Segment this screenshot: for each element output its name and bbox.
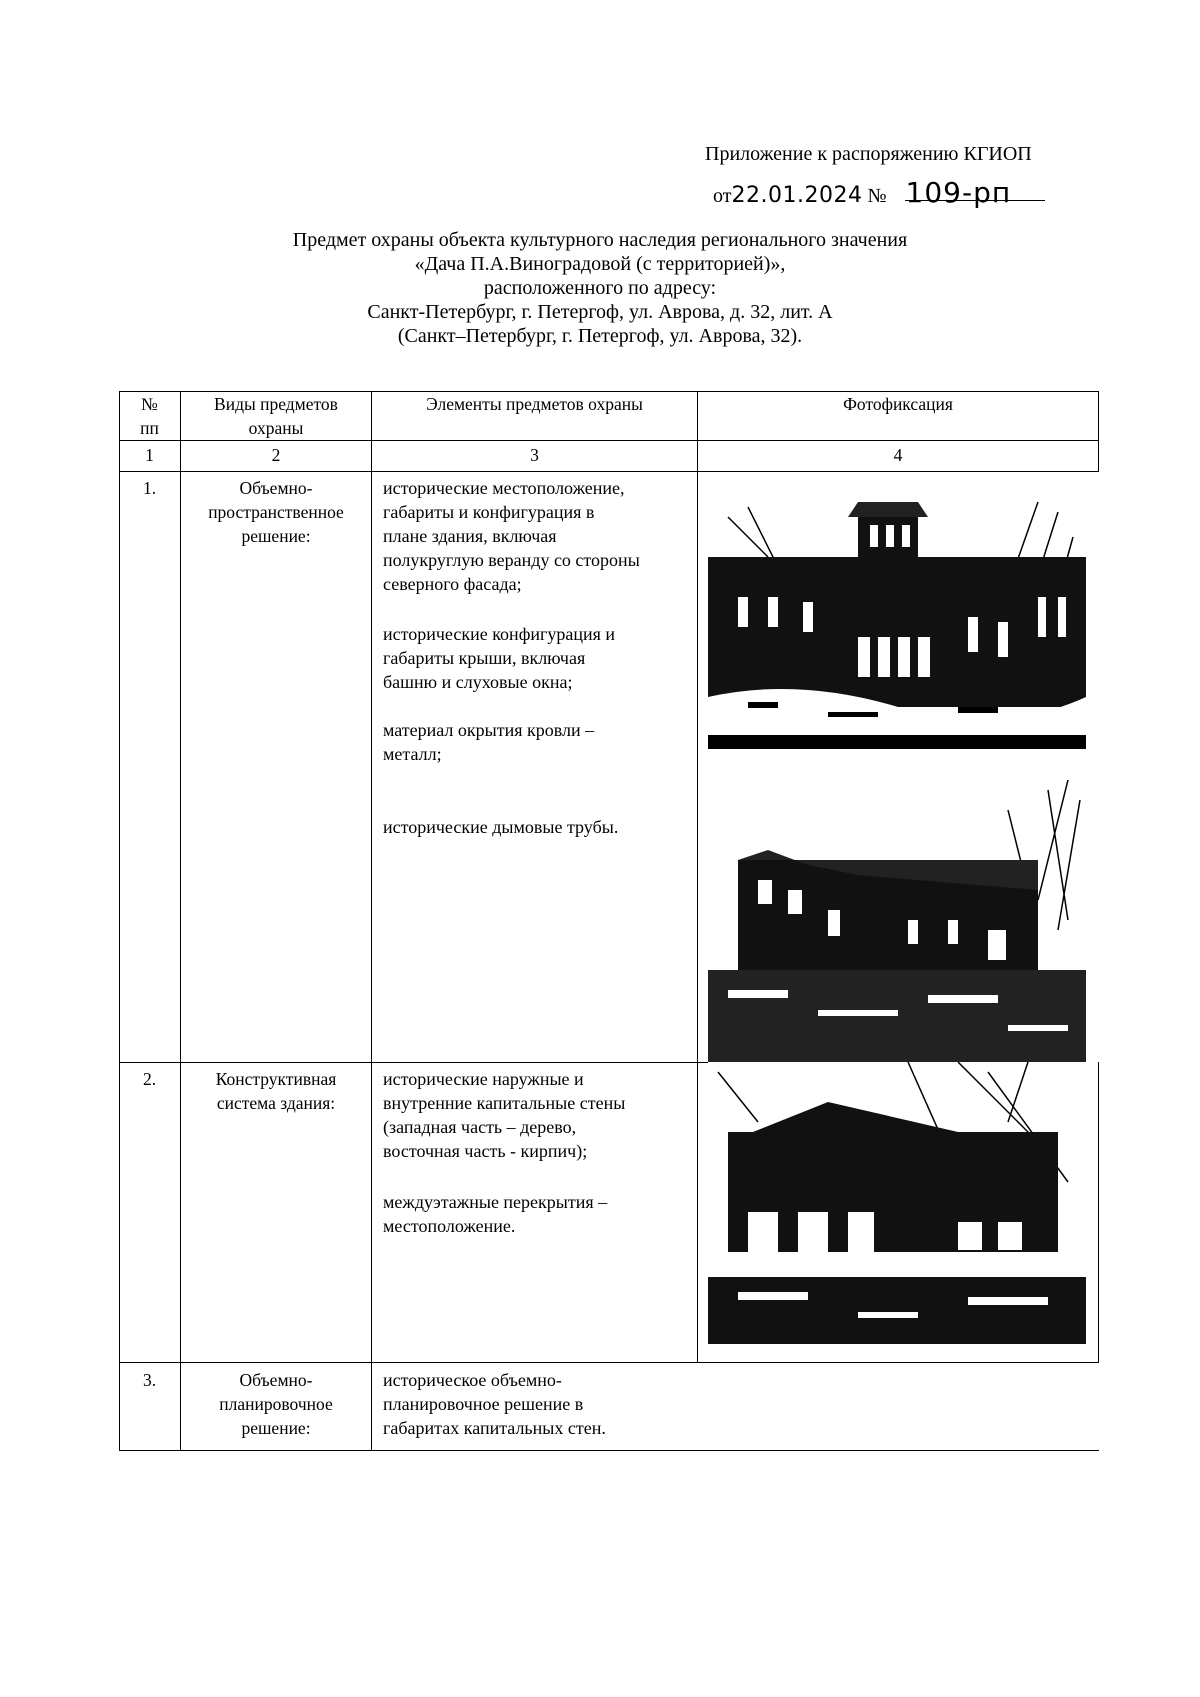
element-paragraph: исторические конфигурация и габариты крыши, включая башню и слуховые окна; xyxy=(383,624,616,692)
heading-line: «Дача П.А.Виноградовой (с территорией)», xyxy=(414,253,786,275)
table-column-divider xyxy=(371,391,372,1451)
column-header-photos: Фотофиксация xyxy=(843,394,953,414)
table-border-bottom xyxy=(119,1450,1099,1451)
row-number: 1. xyxy=(142,478,157,498)
row-kind: Объемно- планировочное решение: xyxy=(219,1370,333,1438)
table-border-right xyxy=(1098,1062,1099,1362)
element-paragraph: исторические дымовые трубы. xyxy=(383,817,619,837)
element-paragraph: материал окрытия кровли – металл; xyxy=(383,720,595,764)
column-index: 4 xyxy=(893,445,903,465)
appendix-date-line xyxy=(713,176,1011,209)
handwritten-date: 22.01.2024 xyxy=(731,183,863,208)
element-paragraph: историческое объемно- планировочное решение в габаритах капитальных стен. xyxy=(383,1370,606,1438)
table-border-right xyxy=(1098,391,1099,471)
handwritten-number: 109-рп xyxy=(905,176,1012,209)
table-border-left xyxy=(119,391,120,1451)
column-index: 3 xyxy=(530,445,539,465)
column-header-elements: Элементы предметов охраны xyxy=(426,394,643,414)
building-photo-rear-facade xyxy=(708,1062,1086,1344)
element-paragraph: междуэтажные перекрытия – местоположение. xyxy=(383,1192,608,1236)
row-number: 2. xyxy=(142,1069,157,1089)
building-photo-side-facade xyxy=(708,780,1086,1062)
building-photo-tower-facade xyxy=(708,497,1086,749)
element-paragraph: исторические наружные и внутренние капитальные стены (западная часть – дерево, восточная часть - кирпич); xyxy=(383,1069,626,1161)
row-kind: Объемно- пространственное решение: xyxy=(208,478,344,546)
column-index: 2 xyxy=(271,445,281,465)
appendix-title: Приложение к распоряжению КГИОП xyxy=(705,143,1032,165)
element-paragraph: исторические местоположение, габариты и конфигурация в плане здания, включая полукруглую веранду со стороны северного фасада; xyxy=(383,478,640,594)
heading-line: Предмет охраны объекта культурного наследия регионального значения xyxy=(292,229,908,251)
table-rule xyxy=(119,471,1099,472)
table-rule xyxy=(119,1362,1099,1363)
column-index: 1 xyxy=(145,445,154,465)
heading-line: (Санкт–Петербург, г. Петергоф, ул. Аврова, 32). xyxy=(397,325,803,347)
table-rule xyxy=(119,440,1099,441)
number-underline xyxy=(905,200,1045,201)
date-prefix: от xyxy=(713,185,732,207)
column-header-number: № пп xyxy=(140,394,159,438)
row-kind: Конструктивная система здания: xyxy=(215,1069,337,1113)
heading-line: Санкт-Петербург, г. Петергоф, ул. Аврова, д. 32, лит. А xyxy=(367,301,833,323)
heading-line: расположенного по адресу: xyxy=(483,277,717,299)
table-rule xyxy=(119,1062,709,1063)
table-column-divider xyxy=(180,391,181,1451)
row-number: 3. xyxy=(142,1370,157,1390)
document-heading xyxy=(150,228,1050,348)
number-prefix: № xyxy=(867,185,887,207)
column-header-kind: Виды предметов охраны xyxy=(214,394,338,438)
table-column-divider xyxy=(697,391,698,1362)
